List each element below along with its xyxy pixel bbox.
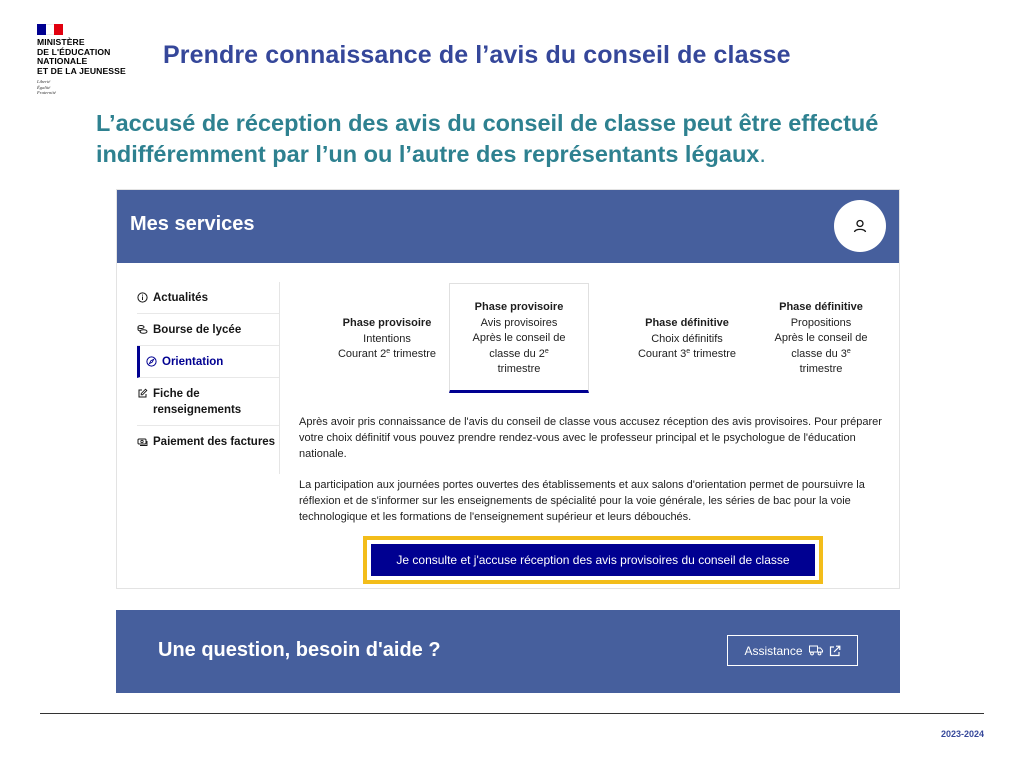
sidebar-item-label: Orientation	[162, 356, 224, 368]
help-title: Une question, besoin d'aide ?	[158, 639, 441, 661]
edit-icon	[137, 388, 148, 399]
phase-subtitle: Avis provisoires	[480, 316, 558, 329]
sidebar-item-label: Bourse de lycée	[153, 324, 242, 336]
services-sidebar	[137, 282, 279, 457]
phase-period-term: trimestre	[497, 363, 541, 375]
phase-period: Courant 3e trimestre	[637, 348, 737, 360]
sidebar-item-paiement[interactable]	[137, 426, 279, 457]
assistance-label: Assistance	[744, 643, 803, 658]
phase-title: Phase provisoire	[474, 301, 564, 313]
compass-icon	[146, 356, 157, 367]
tab-phase-propositions[interactable]	[759, 300, 883, 378]
ministry-motto: Liberté Égalité Fraternité	[37, 79, 56, 96]
user-icon	[853, 219, 867, 233]
services-card	[116, 189, 900, 589]
sidebar-item-label: Fiche de renseignements	[153, 388, 242, 416]
acknowledge-avis-button[interactable]: Je consulte et j'accuse réception des avis provisoires du conseil de classe	[371, 544, 815, 576]
phase-title: Phase définitive	[645, 317, 729, 329]
phase-period-class: classe du 2e	[489, 347, 549, 360]
sidebar-item-label: Paiement des factures	[153, 436, 276, 448]
delivery-truck-icon	[809, 645, 823, 656]
payment-icon	[137, 436, 148, 447]
subtitle-text: L’accusé de réception des avis du conseil de classe peut être effectué indifféremment par l’un ou l’autre des représentants légaux	[96, 110, 879, 167]
sidebar-item-label: Actualités	[153, 292, 208, 304]
assistance-button[interactable]	[727, 635, 858, 666]
info-icon	[137, 292, 148, 303]
phase-subtitle: Propositions	[790, 316, 852, 329]
phase-subtitle: Choix définitifs	[651, 332, 723, 345]
tab-phase-choix-definitifs[interactable]	[599, 316, 775, 363]
sidebar-divider	[279, 282, 280, 474]
description-paragraph: Après avoir pris connaissance de l'avis du conseil de classe vous accusez réception des avis provisoires. Pour préparer votre choix définitif vous pouvez prendre rendez-vous avec le professeur principal et le psychologue de l'éducation nationale.	[299, 416, 882, 460]
user-avatar-button[interactable]	[834, 200, 886, 252]
slide-subtitle	[96, 108, 976, 170]
ministry-name: MINISTÈRE DE L'ÉDUCATION NATIONALE ET DE LA JEUNESSE	[37, 37, 126, 76]
tab-phase-avis-provisoires[interactable]	[449, 283, 589, 393]
description-paragraph: La participation aux journées portes ouvertes des établissements et aux salons d'orientation permet de poursuivre la réflexion et de s'informer sur les enseignements de spécialité pour la voie générale, les séries de bac pour la voie technologique et les formations de l'enseignement supérieur et leurs débouchés.	[299, 479, 865, 523]
sidebar-item-orientation[interactable]	[137, 346, 279, 378]
slide-title: Prendre connaissance de l’avis du conseil de classe	[163, 41, 791, 69]
phase-tabs	[299, 283, 883, 393]
phase-period: Après le conseil de	[472, 332, 566, 344]
orientation-description	[299, 414, 889, 525]
phase-period-class: classe du 3e	[791, 347, 851, 360]
services-title: Mes services	[130, 213, 255, 235]
external-link-icon	[829, 645, 841, 657]
services-header	[117, 190, 899, 263]
cta-highlight	[363, 536, 823, 584]
sidebar-item-fiche[interactable]	[137, 378, 279, 426]
french-flag-icon	[37, 24, 63, 35]
phase-title: Phase provisoire	[342, 317, 432, 329]
subtitle-period: .	[759, 141, 766, 167]
help-banner	[116, 610, 900, 693]
coins-icon	[137, 324, 148, 335]
school-year: 2023-2024	[940, 729, 984, 739]
sidebar-item-bourse[interactable]	[137, 314, 279, 346]
footer-divider	[40, 713, 984, 714]
phase-title: Phase définitive	[779, 301, 863, 313]
phase-period: Après le conseil de	[774, 332, 868, 344]
phase-subtitle: Intentions	[363, 332, 411, 345]
sidebar-item-actualites[interactable]	[137, 282, 279, 314]
phase-period-term: trimestre	[799, 363, 843, 375]
phase-period: Courant 2e trimestre	[337, 348, 437, 360]
ministry-logo	[37, 24, 147, 96]
